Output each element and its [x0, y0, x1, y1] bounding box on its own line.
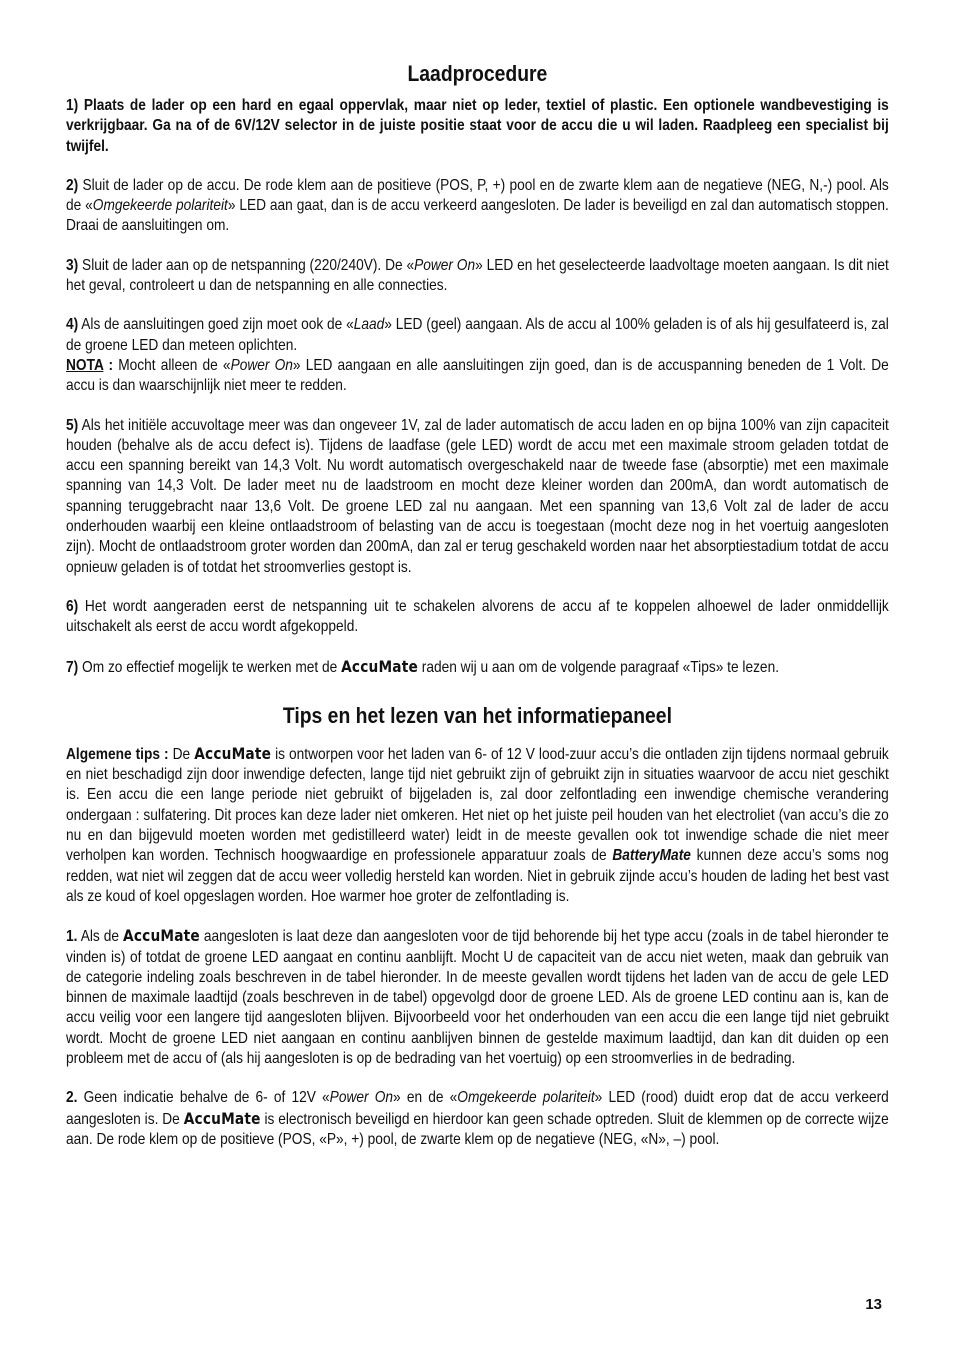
general-tips	[66, 744, 889, 907]
step-3	[66, 256, 889, 297]
step-2-text-a: Sluit de lader op de accu. De rode klem aan de positieve (POS, P, +) pool en de zwarte klem aan de negatieve (NEG, N,-) pool. Als de «	[66, 176, 889, 215]
tip-2-text-a: Geen indicatie behalve de 6- of 12V «	[77, 1089, 330, 1107]
step-6	[66, 597, 889, 638]
tip-2-number: 2.	[66, 1089, 78, 1107]
step-7-text-b: raden wij u aan om de volgende paragraaf «Tips» te lezen.	[417, 658, 780, 676]
step-5-text: Als het initiële accuvoltage meer was dan ongeveer 1V, zal de lader automatisch de accu laden en op bijna 100% van zijn capaciteit houden (behalve als de accu defect is). Tijdens de laadfase (gele LED) wordt de accu met een maximale stroom geladen totdat de accu een spanning bereikt van 14,3 Volt. Nu wordt automatisch overgeschakeld naar de tweede fase (absorptie) met een maximale spanning van 14,3 Volt. De lader meet nu de laadstroom en mocht deze kleiner worden dan 200mA, dan wordt automatisch de spanning teruggebracht naar 13,6 Volt. De groene LED zal nu aangaan. Met een spanning van 13,6 Volt zal de lader de accu onderhouden waarbij een kleine ontlaadstroom of belasting van de accu is toegestaan (mocht deze nog in het voertuig aangesloten zijn). Mocht de ontlaadstroom groter worden dan 200mA, dan zal er terug geschakeld worden naar het absorptiestadium totdat de accu opnieuw geladen is of totdat het stroomverlies gestopt is.	[66, 416, 889, 576]
step-3-text-b: » LED en het geselecteerde laadvoltage moeten aangaan. Is dit niet het geval, controleert u dan de netspanning en alle connecties.	[66, 256, 889, 295]
step-5-number: 5)	[66, 416, 79, 434]
step-6-number: 6)	[66, 597, 79, 615]
tip-2-text-d: is electronisch beveiligd en hierdoor kan geen schade optreden. Sluit de klemmen op de correcte wijze aan. De rode klem op de positieve (POS, «P», +) pool, de zwarte klem op de negatieve (NEG, «N», –) pool.	[66, 1110, 889, 1148]
tip-1-number: 1.	[66, 928, 78, 946]
step-4-emphasis: Laad	[353, 316, 385, 334]
tip-2	[66, 1088, 889, 1150]
step-7	[66, 657, 889, 678]
tip-2-emphasis-polarity: Omgekeerde polariteit	[457, 1089, 595, 1107]
section-title-tips: Tips en het lezen van het informatiepaneel	[282, 702, 672, 728]
step-2	[66, 176, 889, 237]
nota-colon: :	[103, 356, 114, 374]
general-tips-text-a: De	[168, 745, 195, 763]
step-7-text-a: Om zo effectief mogelijk te werken met de	[78, 658, 342, 676]
document-page	[66, 60, 889, 1169]
nota-emphasis: Power On	[230, 356, 293, 374]
page-number: 13	[865, 1296, 882, 1313]
tip-1	[66, 926, 889, 1069]
step-3-number: 3)	[66, 256, 79, 274]
tip-2-text-c: » LED (rood) duidt erop dat de accu verkeerd aangesloten is. De	[66, 1089, 889, 1128]
step-7-number: 7)	[66, 658, 79, 676]
tip-2-emphasis-power-on: Power On	[329, 1089, 394, 1107]
brand-batterymate: BatteryMate	[612, 847, 691, 865]
general-tips-label: Algemene tips :	[66, 745, 169, 763]
step-4	[66, 315, 889, 356]
nota-label: NOTA	[66, 356, 104, 374]
nota	[66, 356, 889, 397]
nota-text-b: » LED aangaan en alle aansluitingen zijn goed, dan is de accuspanning beneden de 1 Volt. De accu is dan waarschijnlijk niet meer te redden.	[66, 356, 889, 395]
tip-2-text-b: » en de «	[393, 1089, 458, 1107]
tip-1-text-a: Als de	[77, 928, 124, 946]
nota-text-a: Mocht alleen de «	[113, 356, 231, 374]
brand-accumate: AccuMate	[194, 744, 272, 763]
step-2-text-b: » LED aan gaat, dan is de accu verkeerd aangesloten. De lader is beveiligd en zal dan automatisch stoppen. Draai de aansluitingen om.	[66, 197, 889, 235]
step-5	[66, 416, 889, 578]
brand-accumate: AccuMate	[183, 1109, 261, 1128]
step-4-text-b: » LED (geel) aangaan. Als de accu al 100% geladen is of als hij gesulfateerd is, zal de groene LED dan meteen oplichten.	[66, 316, 889, 354]
step-2-number: 2)	[66, 176, 79, 194]
brand-accumate: AccuMate	[123, 927, 200, 946]
step-4-text-a: Als de aansluitingen goed zijn moet ook de «	[78, 316, 354, 334]
step-1-text: 1) Plaats de lader op een hard en egaal oppervlak, maar niet op leder, textiel of plastic. Een optionele wandbevestiging is verkrijgbaar. Ga na of de 6V/12V selector in de juiste positie staat voor de accu die u wil laden. Raadpleeg een specialist bij twijfel.	[66, 97, 889, 155]
step-6-text: Het wordt aangeraden eerst de netspanning uit te schakelen alvorens de accu af te koppelen alhoewel de lader onmiddellijk uitschakelt als eerst de accu wordt afgekoppeld.	[66, 597, 889, 636]
step-3-text-a: Sluit de lader aan op de netspanning (220/240V). De «	[78, 256, 415, 274]
brand-accumate: AccuMate	[341, 657, 418, 676]
step-4-number: 4)	[66, 316, 79, 334]
tip-1-text-b: aangesloten is laat deze dan aangesloten voor de tijd behorende bij het type accu (zoals in de tabel hieronder te vinden is) of totdat de groene LED aangaat en continu aanblijft. Mocht U de capaciteit van de accu niet weten, maak dan gebruik van de categorie indeling zoals beschreven in de tabel hieronder. In de meeste gevallen wordt tijdens het laden van de accu de gele LED binnen de maximale laadtijd (zoals beschreven in de tabel) opgevolgd door de groene LED. Als de groene LED continu aan is, kan de accu veilig voor een langere tijd aangesloten blijven. Bijvoorbeeld voor het onderhouden van een accu die een lange tijd niet gebruikt wordt. Mocht de groene LED niet aangaan en continu aanblijven binnen de gestelde maximum laadtijd, dan kan dit duiden op een probleem met de accu of (als hij aangesloten is op de bedrading van het voertuig) op een stroomverlies in de bedrading.	[66, 928, 889, 1067]
general-tips-text-b: is ontworpen voor het laden van 6- of 12 V lood-zuur accu’s die ontladen zijn tijdens normaal gebruik en niet beschadigd zijn door inwendige defecten, lange tijd niet gebruikt zijn of gebruikt zijn in situaties waarvoor de accu niet geschikt is. Een accu die een lange periode niet gebruikt of bijgeladen is, zal door zelfontlading een inwendige chemische verandering ondergaan : sulfatering. Dit proces kan deze lader niet omkeren. Het niet op het juiste peil houden van het electroliet (van accu’s die zo nu en dan bijgevuld moeten worden met gedistilleerd water) leidt in de meeste gevallen ook tot inwendige schade die niet meer verholpen kan worden. Technisch hoogwaardige en professionele apparatuur zoals de	[66, 745, 889, 865]
general-tips-text-c: kunnen deze accu’s soms nog redden, wat niet wil zeggen dat de accu weer volledig hersteld kan worden. Niet in gebruik zijnde accu’s houden de lading het best vast als ze koud of koel opgeslagen worden. Hoe warmer hoe groter de zelfontlading is.	[66, 847, 889, 905]
text-column	[66, 60, 889, 1150]
section-title-laadprocedure: Laadprocedure	[407, 61, 548, 86]
step-1	[66, 96, 889, 157]
step-3-emphasis: Power On	[414, 256, 476, 274]
step-2-emphasis: Omgekeerde polariteit	[92, 197, 228, 215]
